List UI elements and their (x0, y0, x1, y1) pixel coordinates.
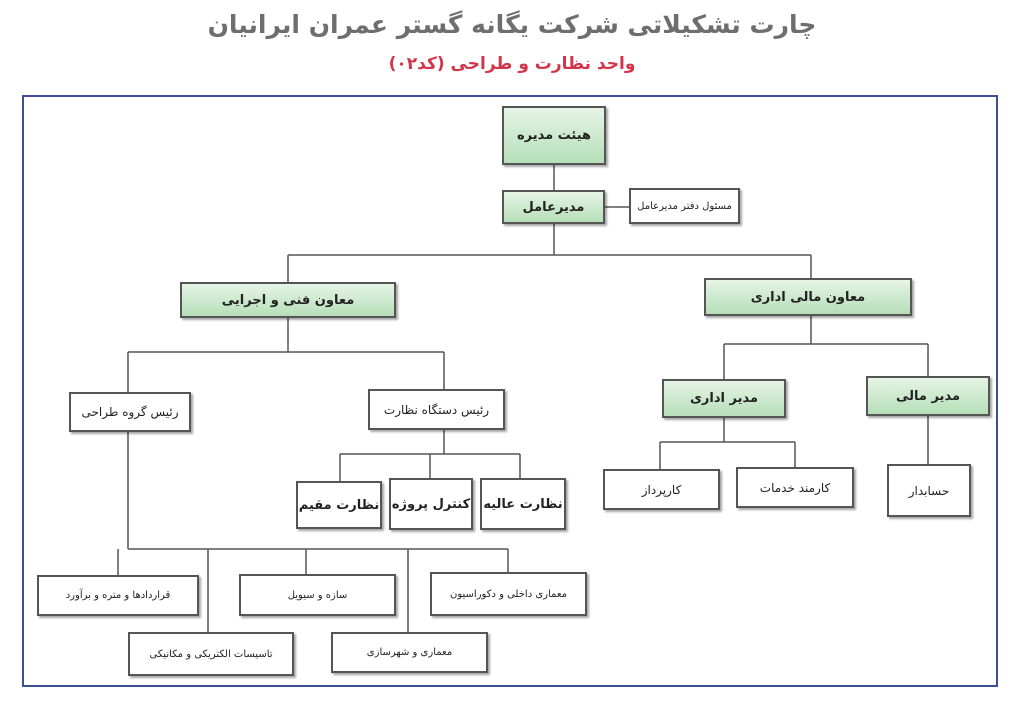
finance-deputy-box (704, 278, 912, 316)
high-supervision-label: نظارت عالیه (483, 496, 563, 512)
admin-manager-box (662, 379, 786, 418)
design-head-box (69, 392, 191, 432)
contracts-label: قراردادها و متره و برآورد (65, 590, 171, 601)
supervision-head-label: رئیس دستگاه نظارت (383, 402, 490, 417)
project-control-box (389, 478, 473, 530)
resident-supervision-box (296, 481, 382, 529)
structure-label: سازه و سیویل (287, 589, 348, 601)
mep-label: تاسیسات الکتریکی و مکانیکی (149, 648, 273, 660)
project-control-label: کنترل پروژه (391, 496, 471, 512)
service-staff-box (736, 467, 854, 508)
high-supervision-box (480, 478, 566, 530)
resident-supervision-label: نظارت مقیم (298, 497, 380, 513)
mep-box (128, 632, 294, 676)
structure-box (239, 574, 396, 616)
board-of-directors-box (502, 106, 606, 165)
interior-design-box (430, 572, 587, 616)
ceo-office-label: مسئول دفتر مدیرعامل (637, 200, 732, 212)
ceo-label: مدیرعامل (522, 199, 585, 215)
supervision-head-box (368, 389, 505, 430)
urban-planning-box (331, 632, 488, 673)
finance-manager-label: مدیر مالی (895, 388, 961, 404)
page-subtitle: واحد نظارت و طراحی (کد۰۲) (388, 54, 636, 74)
accountant-label: حسابدار (908, 483, 950, 498)
page-title: چارت تشکیلاتی شرکت یگانه گستر عمران ایرانیان (207, 10, 817, 39)
accountant-box (887, 464, 971, 517)
clerk-box (603, 469, 720, 510)
design-head-label: رئیس گروه طراحی (81, 405, 179, 419)
ceo-box (502, 190, 605, 224)
contracts-box (37, 575, 199, 616)
tech-deputy-box (180, 282, 396, 318)
board-of-directors-label: هیئت مدیره (516, 128, 592, 143)
interior-design-label: معماری داخلی و دکوراسیون (450, 588, 567, 600)
urban-planning-label: معماری و شهرسازی (366, 647, 453, 658)
ceo-office-box (629, 188, 740, 224)
finance-deputy-label: معاون مالی اداری (750, 289, 866, 305)
service-staff-label: کارمند خدمات (759, 480, 831, 495)
admin-manager-label: مدیر اداری (689, 391, 759, 406)
finance-manager-box (866, 376, 990, 416)
tech-deputy-label: معاون فنی و اجرایی (221, 292, 355, 308)
clerk-label: کارپرداز (641, 482, 682, 497)
